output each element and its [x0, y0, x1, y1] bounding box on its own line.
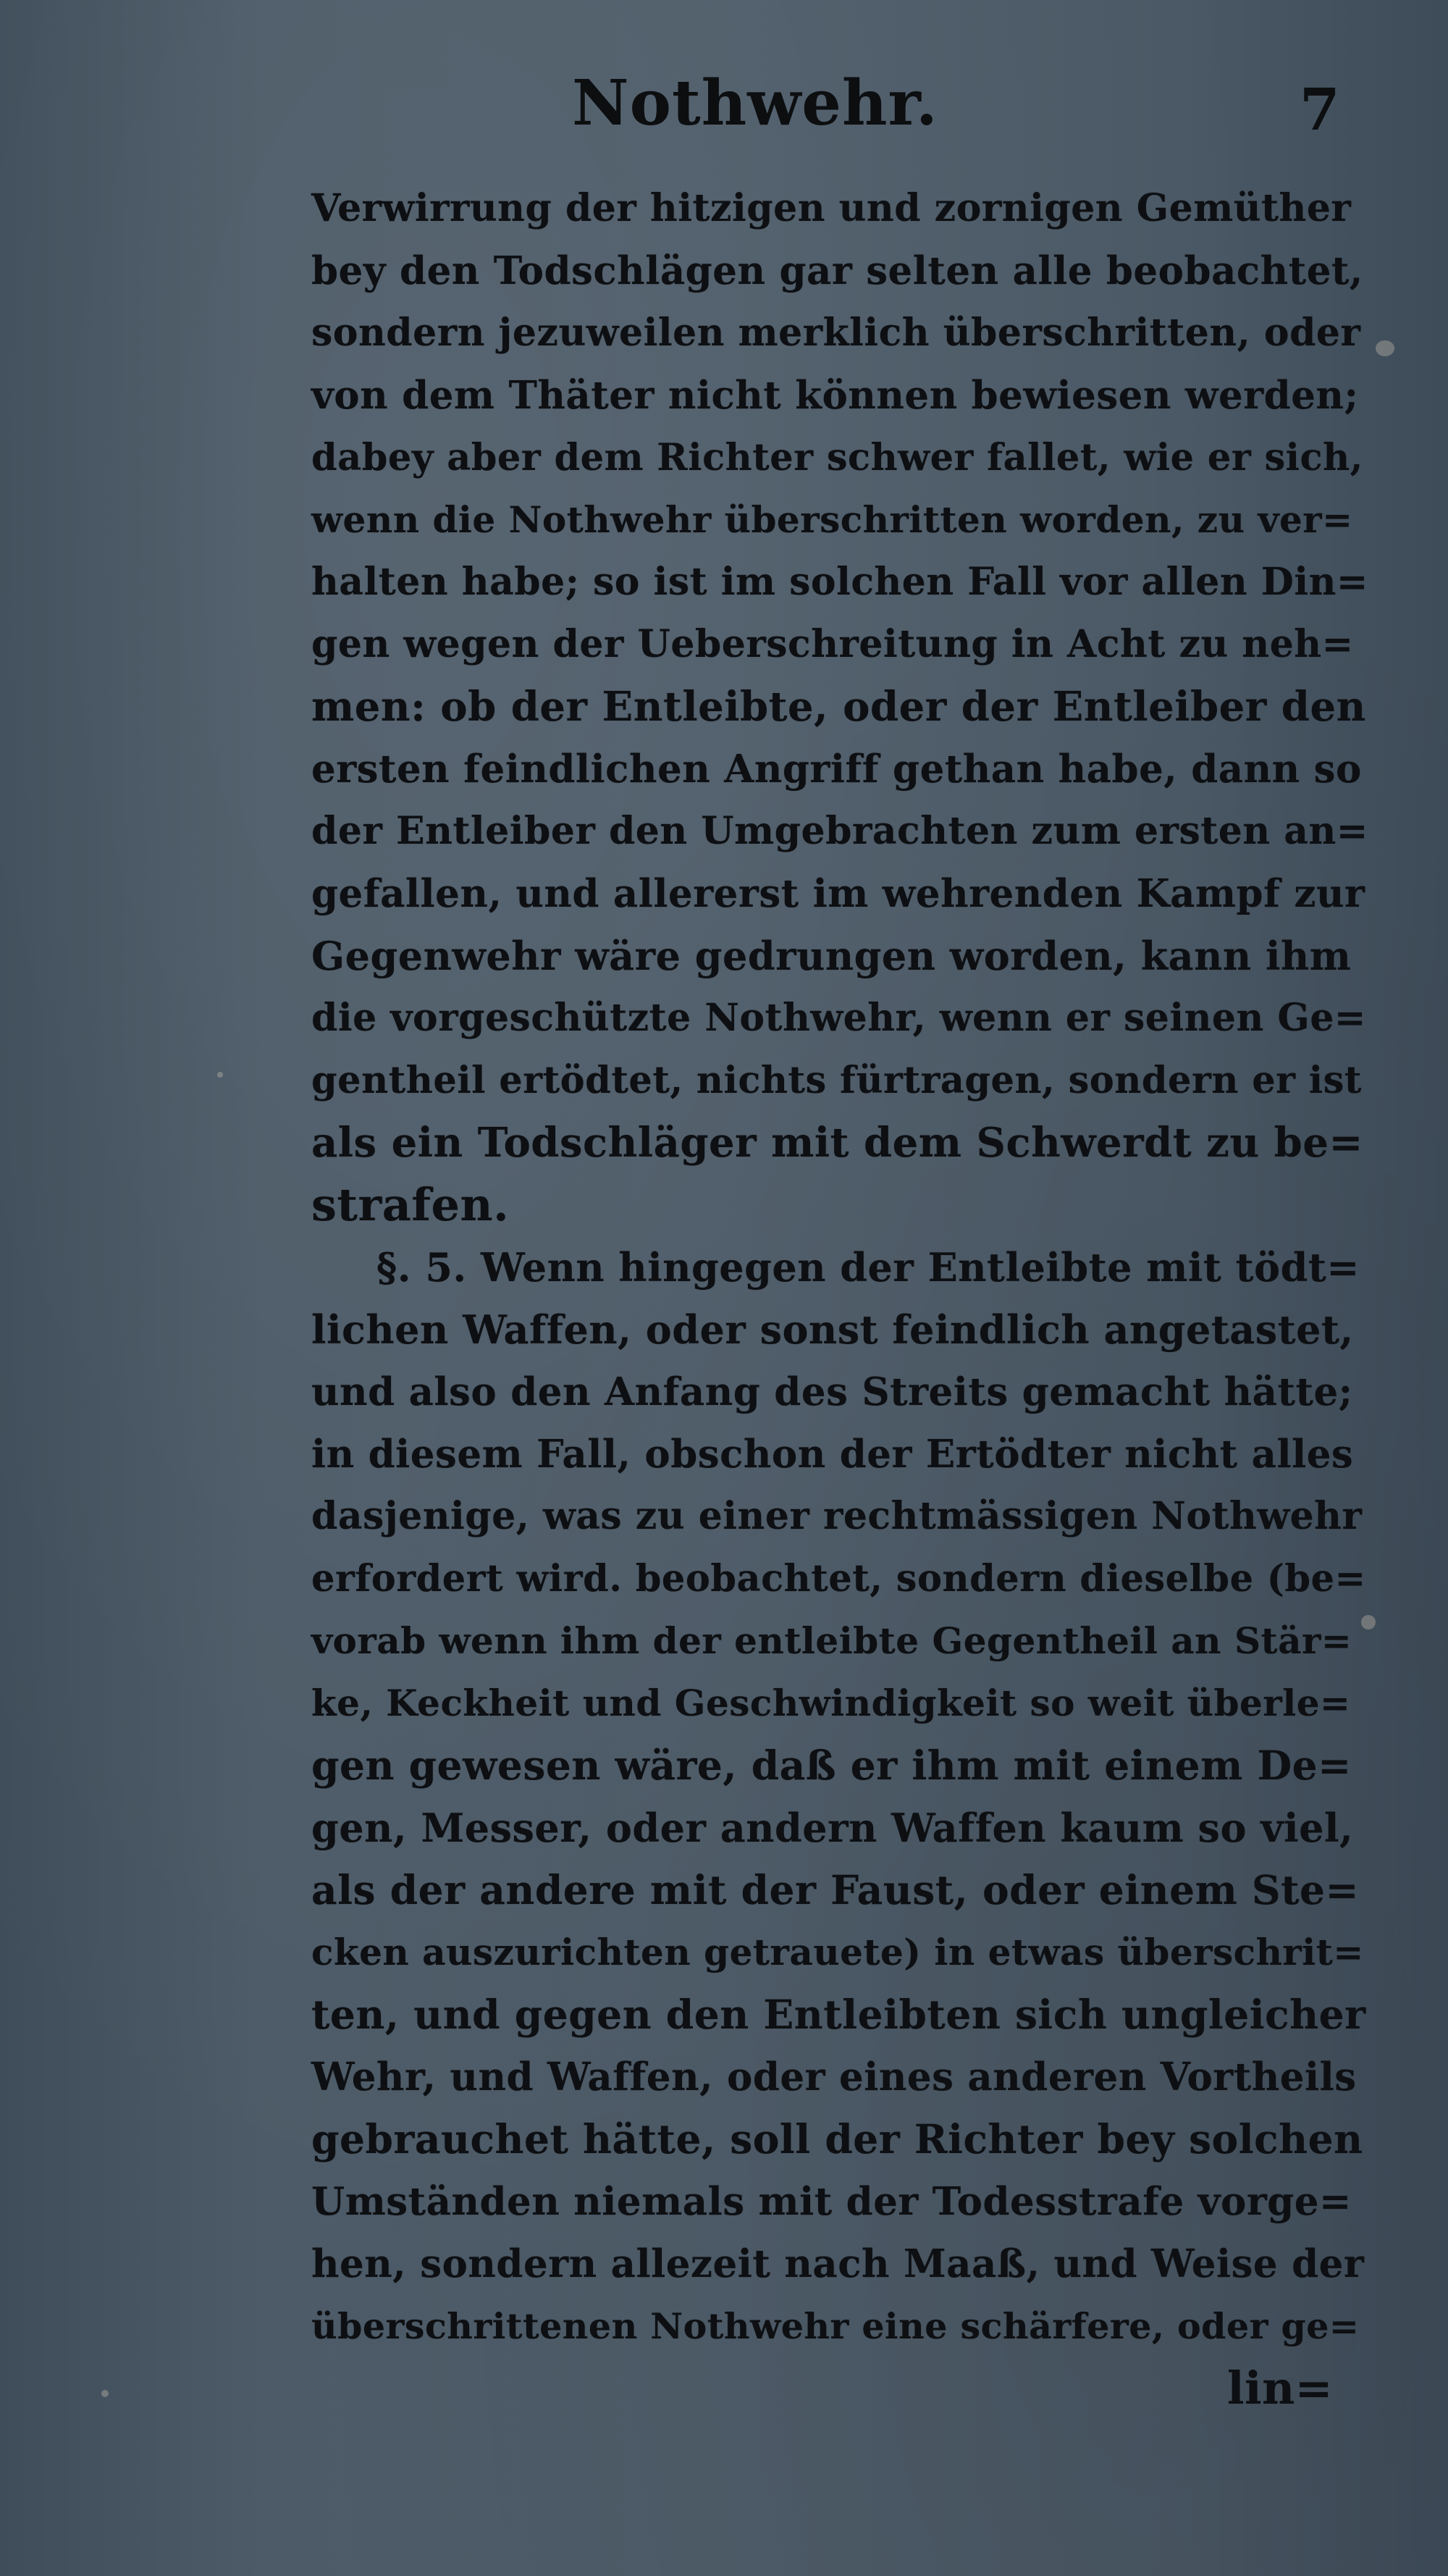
- text-line: und also den Anfang des Streits gemacht hätte;: [311, 1369, 1353, 1414]
- text-line: vorab wenn ihm der entleibte Gegentheil an Stär=: [311, 1619, 1352, 1662]
- text-line: der Entleiber den Umgebrachten zum ersten an=: [311, 809, 1368, 853]
- text-line: Wehr, und Waffen, oder eines anderen Vortheils: [311, 2055, 1357, 2099]
- text-line: lichen Waffen, oder sonst feindlich angetastet,: [311, 1306, 1354, 1353]
- body-text: [311, 177, 1368, 2420]
- text-line: Gegenwehr wäre gedrungen worden, kann ihm: [311, 933, 1352, 979]
- paper-speck: [217, 1072, 223, 1078]
- text-line: gen wegen der Ueberschreitung in Acht zu neh=: [311, 622, 1354, 666]
- text-line: in diesem Fall, obschon der Ertödter nicht alles: [311, 1432, 1354, 1477]
- text-line: gen, Messer, oder andern Waffen kaum so viel,: [311, 1805, 1354, 1851]
- text-line: dabey aber dem Richter schwer fallet, wie er sich,: [311, 436, 1363, 479]
- running-head: Nothwehr.: [572, 67, 938, 140]
- paper-speck: [1376, 340, 1394, 356]
- text-line: wenn die Nothwehr überschritten worden, zu ver=: [311, 498, 1353, 541]
- text-line: die vorgeschützte Nothwehr, wenn er seinen Ge=: [311, 996, 1366, 1040]
- text-line: hen, sondern allezeit nach Maaß, und Weise der: [311, 2241, 1365, 2286]
- catchword: lin=: [1227, 2362, 1334, 2415]
- text-line: erfordert wird. beobachtet, sondern dieselbe (be=: [311, 1557, 1366, 1600]
- paper-speck: [101, 2390, 109, 2397]
- text-line: von dem Thäter nicht können bewiesen werden;: [311, 373, 1359, 418]
- text-line: halten habe; so ist im solchen Fall vor allen Din=: [311, 560, 1368, 604]
- text-line: ersten feindlichen Angriff gethan habe, dann so: [311, 747, 1362, 792]
- section-heading-line: §. 5. Wenn hingegen der Entleibte mit tödt=: [376, 1244, 1360, 1291]
- page-number: 7: [1300, 75, 1340, 143]
- text-line: Verwirrung der hitzigen und zornigen Gemüther: [311, 186, 1352, 230]
- text-line: men: ob der Entleibte, oder der Entleiber den: [311, 683, 1366, 731]
- text-line: überschrittenen Nothwehr eine schärfere, oder ge=: [311, 2305, 1360, 2347]
- text-line: ke, Keckheit und Geschwindigkeit so weit überle=: [311, 1682, 1351, 1724]
- text-line: als der andere mit der Faust, oder einem Ste=: [311, 1866, 1360, 1913]
- text-line: gentheil ertödtet, nichts fürtragen, sondern er ist: [311, 1059, 1362, 1102]
- text-line: dasjenige, was zu einer rechtmässigen Nothwehr: [311, 1494, 1363, 1538]
- text-line: gebrauchet hätte, soll der Richter bey solchen: [311, 2115, 1363, 2162]
- page-header: [0, 64, 1448, 143]
- text-line: strafen.: [311, 1178, 510, 1231]
- text-line: gen gewesen wäre, daß er ihm mit einem De=: [311, 1742, 1352, 1789]
- text-line: als ein Todschläger mit dem Schwerdt zu be=: [311, 1119, 1363, 1167]
- text-line: ten, und gegen den Entleibten sich ungleicher: [311, 1991, 1366, 2038]
- text-line: bey den Todschlägen gar selten alle beobachtet,: [311, 248, 1363, 293]
- text-line: sondern jezuweilen merklich überschritten, oder: [311, 311, 1361, 355]
- text-line: gefallen, und allererst im wehrenden Kampf zur: [311, 871, 1365, 916]
- text-line: cken auszurichten getrauete) in etwas überschrit=: [311, 1931, 1364, 1973]
- text-line: Umständen niemals mit der Todesstrafe vorge=: [311, 2179, 1352, 2224]
